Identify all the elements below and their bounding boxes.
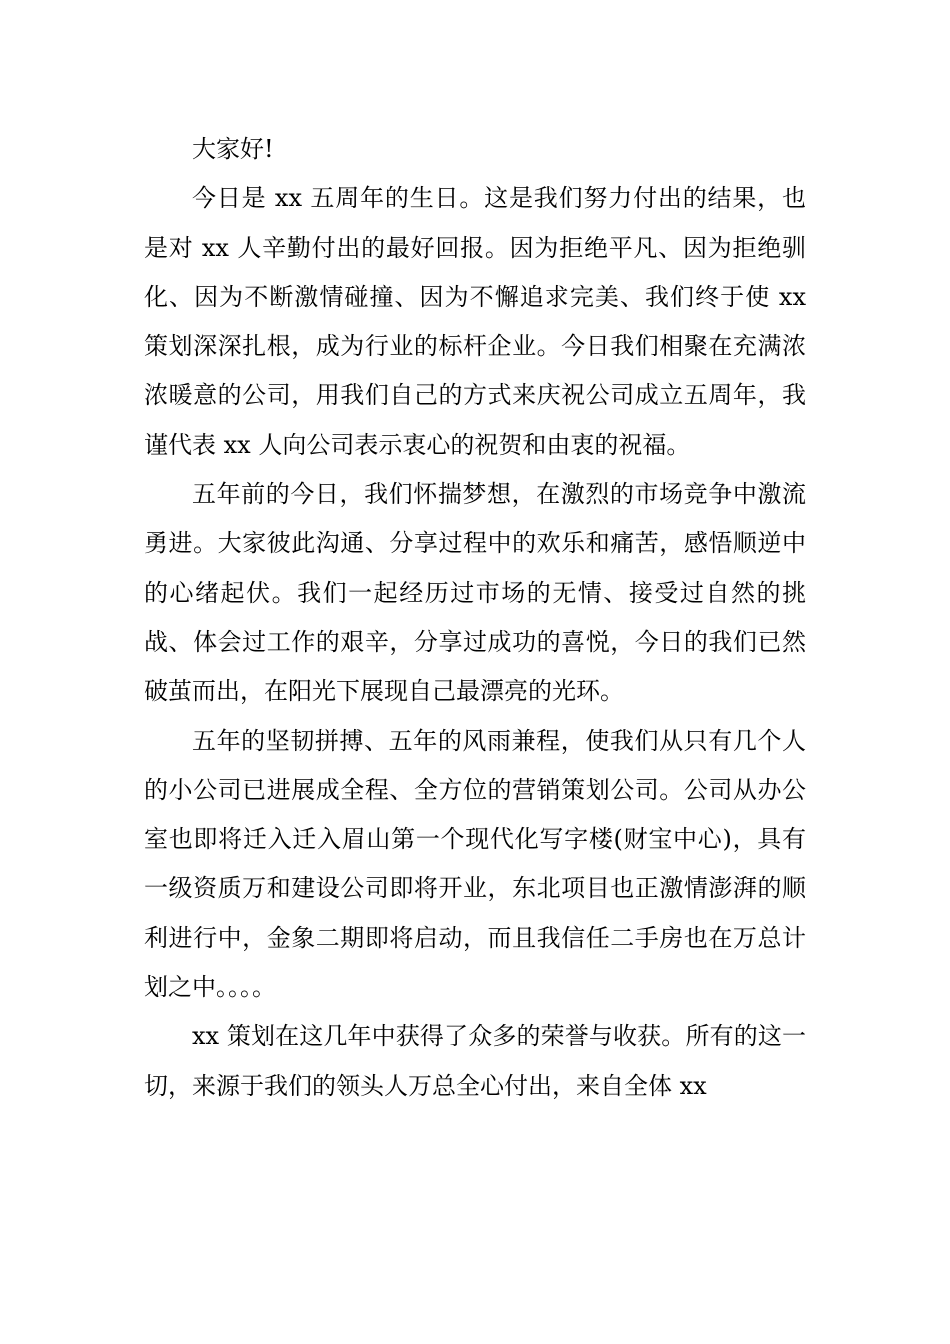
paragraph-honors: xx 策划在这几年中获得了众多的荣誉与收获。所有的这一切，来源于我们的领头人万总全心付出，来自全体 xx [144,1022,806,1100]
paragraph-growth: 五年的坚韧拼搏、五年的风雨兼程，使我们从只有几个人的小公司已进展成全程、全方位的营销策划公司。公司从办公室也即将迁入迁入眉山第一个现代化写字楼(财宝中心)，具有一级资质万和建设公司即将开业，东北项目也正激情澎湃的顺利进行中，金象二期即将启动，而且我信任二手房也在万总计划之中。。。。 [144,726,806,1002]
paragraph-anniversary: 今日是 xx 五周年的生日。这是我们努力付出的结果，也是对 xx 人辛勤付出的最好回报。因为拒绝平凡、因为拒绝驯化、因为不断激情碰撞、因为不懈追求完美、我们终于使 xx 策划深深扎根，成为行业的标杆企业。今日我们相聚在充满浓浓暖意的公司，用我们自己的方式来庆祝公司成立五周年，我谨代表 xx 人向公司表示衷心的祝贺和由衷的祝福。 [144,184,806,459]
paragraph-greeting: 大家好! [192,135,274,163]
document-body [144,125,806,1111]
paragraph-five-years-ago: 五年前的今日，我们怀揣梦想，在激烈的市场竞争中激流勇进。大家彼此沟通、分享过程中的欢乐和痛苦，感悟顺逆中的心绪起伏。我们一起经历过市场的无情、接受过自然的挑战、体会过工作的艰辛，分享过成功的喜悦，今日的我们已然破茧而出，在阳光下展现自己最漂亮的光环。 [144,480,806,706]
